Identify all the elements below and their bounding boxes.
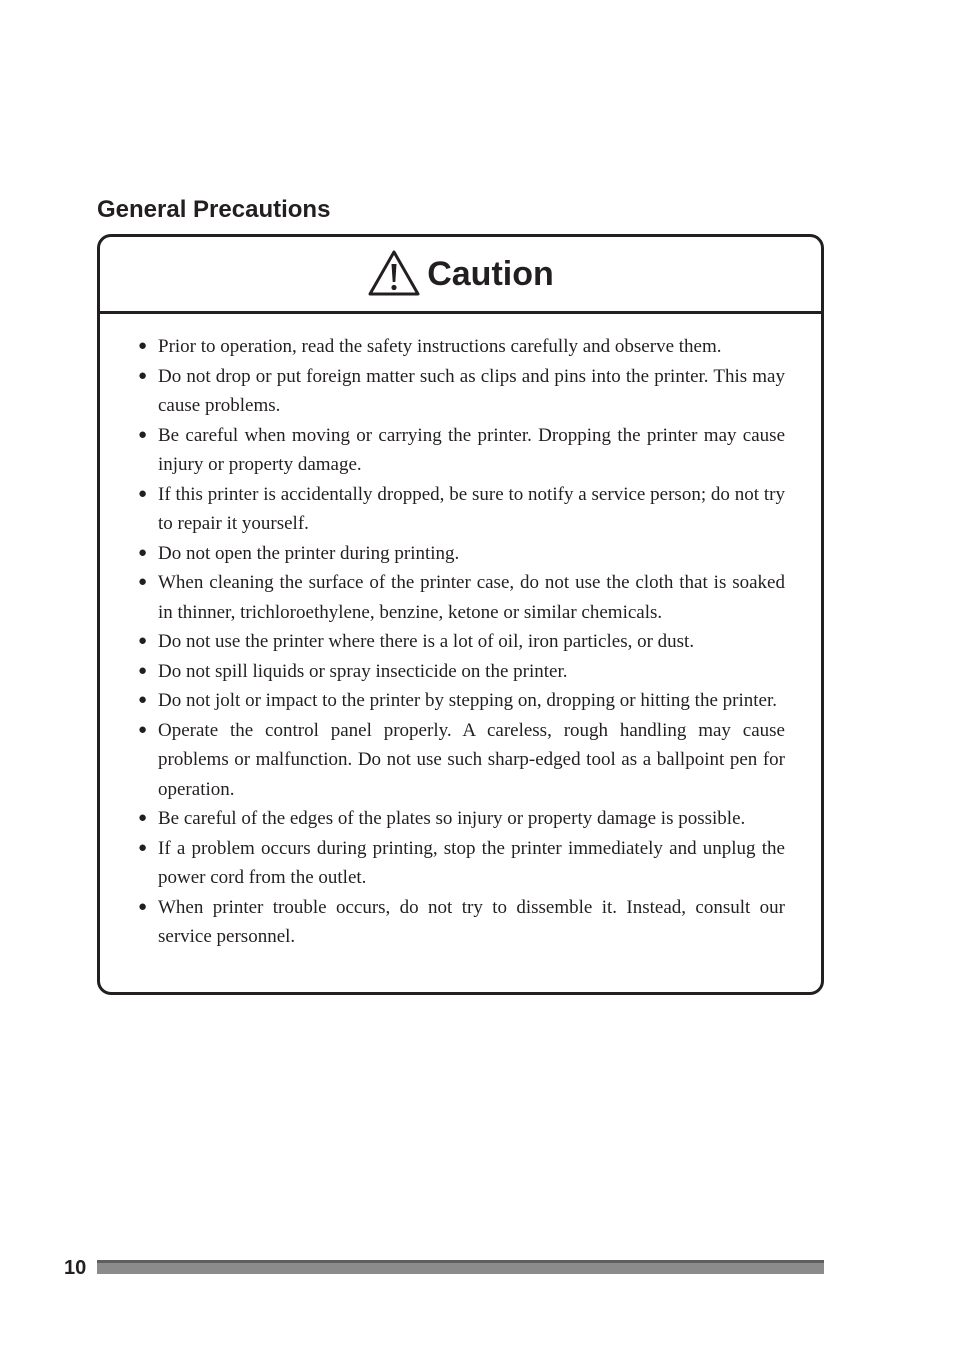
page-footer bbox=[64, 1255, 824, 1281]
list-item-text: Operate the control panel properly. A careless, rough handling may cause problems or malfunction. Do not use such sharp-edged tool as a ballpoint pen for operation. bbox=[158, 719, 785, 800]
caution-title: Caution bbox=[427, 255, 554, 293]
bullet-icon: ● bbox=[138, 839, 148, 856]
list-item-text: Do not drop or put foreign matter such as clips and pins into the printer. This may cause problems. bbox=[158, 365, 785, 416]
list-item bbox=[136, 893, 785, 952]
caution-list bbox=[100, 314, 821, 952]
bullet-icon: ● bbox=[138, 898, 148, 915]
footer-bar-line bbox=[97, 1260, 824, 1263]
list-item-text: Do not spill liquids or spray insecticide on the printer. bbox=[158, 660, 568, 682]
list-item-text: Be careful of the edges of the plates so injury or property damage is possible. bbox=[158, 808, 746, 829]
list-item-text: If this printer is accidentally dropped, be sure to notify a service person; do not try to repair it yourself. bbox=[158, 483, 785, 534]
list-item bbox=[136, 627, 785, 657]
list-item bbox=[136, 657, 785, 687]
list-item-text: When printer trouble occurs, do not try to dissemble it. Instead, consult our service personnel. bbox=[158, 896, 785, 947]
list-item-text: Do not open the printer during printing. bbox=[158, 542, 460, 564]
bullet-icon: ● bbox=[138, 544, 148, 561]
list-item-text: If a problem occurs during printing, stop the printer immediately and unplug the power cord from the outlet. bbox=[158, 837, 785, 888]
list-item bbox=[136, 362, 785, 421]
list-item bbox=[136, 716, 785, 805]
bullet-icon: ● bbox=[138, 662, 148, 679]
bullet-icon: ● bbox=[138, 692, 148, 708]
page-number: 10 bbox=[64, 1257, 87, 1279]
caution-box bbox=[97, 234, 824, 995]
list-item-text: When cleaning the surface of the printer case, do not use the cloth that is soaked in thinner, trichloroethylene, benzine, ketone or similar chemicals. bbox=[158, 572, 785, 623]
list-item bbox=[136, 834, 785, 893]
caution-header bbox=[100, 237, 821, 314]
warning-triangle-icon bbox=[367, 249, 421, 297]
list-item bbox=[136, 480, 785, 539]
list-item-text: Do not use the printer where there is a lot of oil, iron particles, or dust. bbox=[158, 631, 695, 652]
bullet-icon: ● bbox=[138, 721, 148, 738]
bullet-icon: ● bbox=[138, 485, 148, 502]
list-item bbox=[136, 686, 785, 716]
bullet-icon: ● bbox=[138, 810, 148, 826]
list-item bbox=[136, 568, 785, 627]
bullet-icon: ● bbox=[138, 426, 148, 443]
section-title: General Precautions bbox=[97, 196, 331, 223]
list-item bbox=[136, 539, 785, 569]
list-item-text: Prior to operation, read the safety instructions carefully and observe them. bbox=[158, 336, 722, 357]
list-item-text: Be careful when moving or carrying the printer. Dropping the printer may cause injury or property damage. bbox=[158, 424, 785, 475]
list-item bbox=[136, 421, 785, 480]
bullet-icon: ● bbox=[138, 633, 148, 649]
list-item bbox=[136, 332, 785, 362]
bullet-icon: ● bbox=[138, 338, 148, 354]
list-item bbox=[136, 804, 785, 834]
bullet-icon: ● bbox=[138, 367, 148, 384]
list-item-text: Do not jolt or impact to the printer by stepping on, dropping or hitting the printer. bbox=[158, 690, 777, 711]
bullet-icon: ● bbox=[138, 574, 148, 590]
